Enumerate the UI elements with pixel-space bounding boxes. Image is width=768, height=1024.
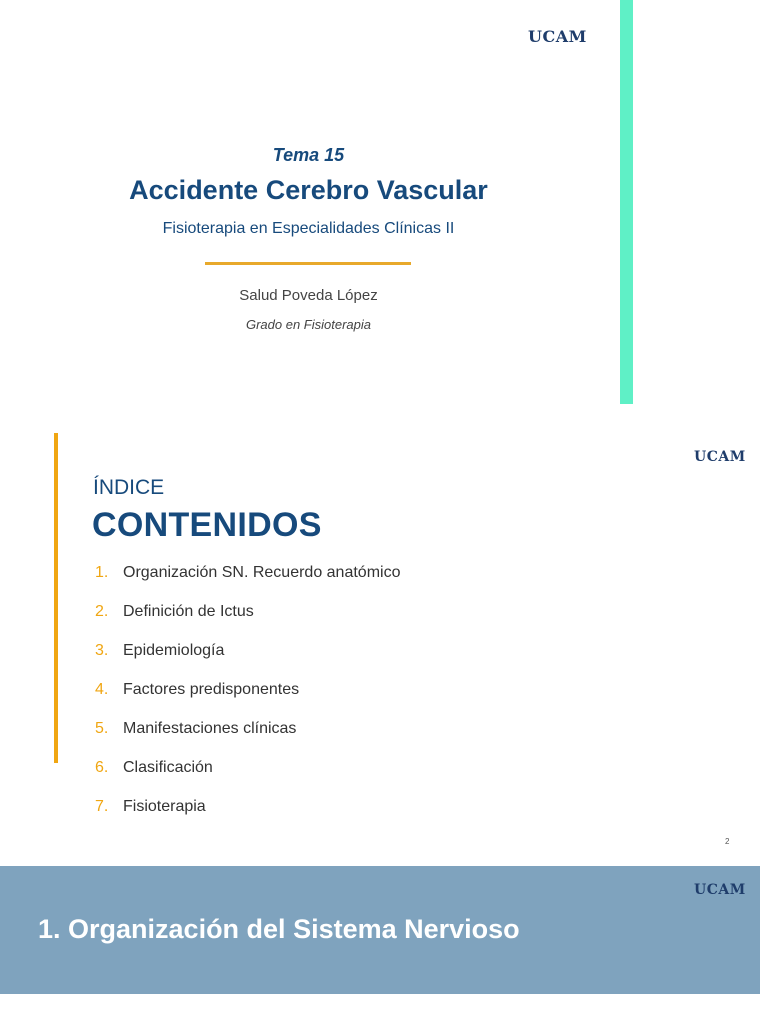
list-item <box>95 603 400 642</box>
edge-bar <box>760 866 768 994</box>
item-label: Definición de Ictus <box>123 603 254 620</box>
item-number: 3. <box>95 642 109 659</box>
item-number: 7. <box>95 798 109 815</box>
list-item <box>95 564 400 603</box>
item-number: 5. <box>95 720 109 737</box>
index-heading: ÍNDICE <box>93 476 165 499</box>
list-item <box>95 798 400 837</box>
list-item <box>95 720 400 759</box>
ucam-logo: UCAM <box>694 882 746 898</box>
item-label: Fisioterapia <box>123 798 206 815</box>
ucam-logo: UCAM <box>528 27 587 46</box>
topic-number: Tema 15 <box>272 145 345 165</box>
item-label: Clasificación <box>123 759 213 776</box>
list-item <box>95 642 400 681</box>
item-label: Manifestaciones clínicas <box>123 720 297 737</box>
item-number: 2. <box>95 603 109 620</box>
section-title: 1. Organización del Sistema Nervioso <box>38 914 520 944</box>
contents-list <box>95 564 400 837</box>
item-number: 6. <box>95 759 109 776</box>
divider-line <box>205 262 411 265</box>
accent-bar <box>620 0 633 404</box>
item-number: 4. <box>95 681 109 698</box>
list-item <box>95 759 400 798</box>
list-item <box>95 681 400 720</box>
slide-title: Accidente Cerebro Vascular <box>129 175 488 205</box>
item-number: 1. <box>95 564 109 581</box>
course-subtitle: Fisioterapia en Especialidades Clínicas II <box>162 220 455 237</box>
accent-bar <box>54 433 58 763</box>
item-label: Organización SN. Recuerdo anatómico <box>123 564 401 581</box>
contents-title: CONTENIDOS <box>92 506 322 544</box>
author-name: Salud Poveda López <box>239 287 378 304</box>
item-label: Factores predisponentes <box>123 681 300 698</box>
section-slide <box>0 866 768 994</box>
page-number: 2 <box>725 837 730 846</box>
index-slide <box>0 404 768 866</box>
item-label: Epidemiología <box>123 642 225 659</box>
ucam-logo: UCAM <box>694 449 746 465</box>
title-slide <box>0 0 768 404</box>
degree-name: Grado en Fisioterapia <box>245 317 371 332</box>
